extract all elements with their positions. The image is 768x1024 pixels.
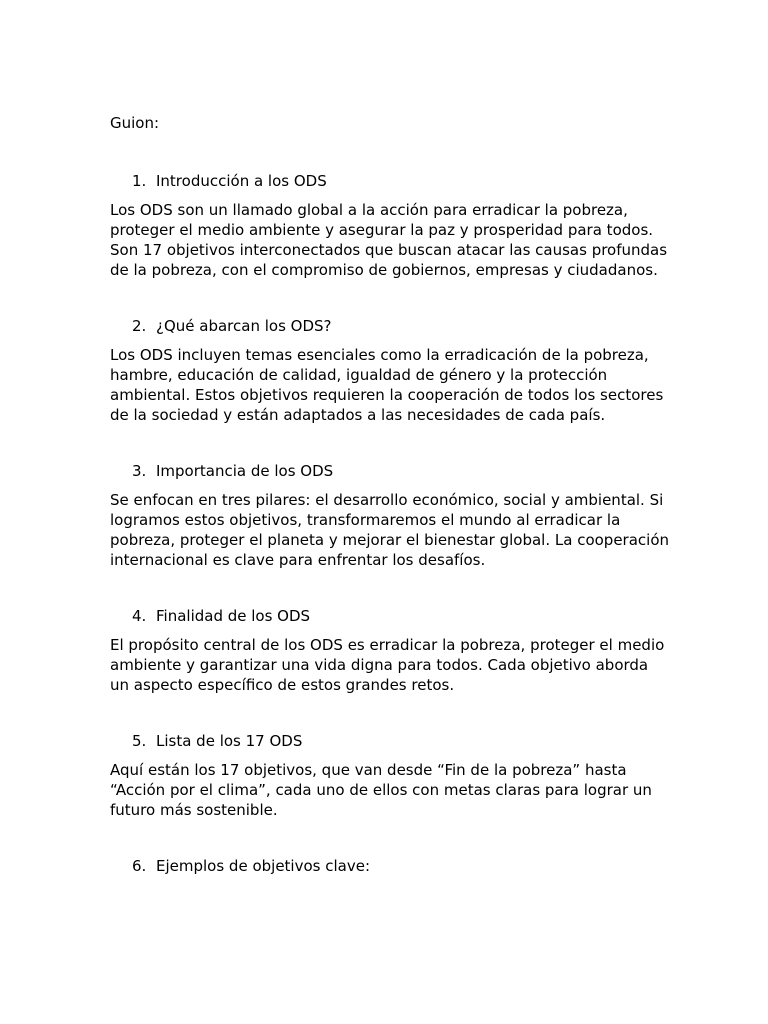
section-heading — [110, 606, 670, 626]
section-heading-text: ¿Qué abarcan los ODS? — [156, 317, 332, 335]
section-heading-text: Finalidad de los ODS — [156, 607, 311, 625]
section-heading-text: Lista de los 17 ODS — [156, 732, 303, 750]
section-body: Aquí están los 17 objetivos, que van desde “Fin de la pobreza” hasta “Acción por el clima”, cada uno de ellos con metas claras para lograr un futuro más sostenible. — [110, 761, 652, 819]
document-title: Guion: — [110, 114, 160, 132]
section-heading — [110, 461, 670, 481]
section-heading — [110, 856, 670, 876]
section-number: 4. — [132, 607, 147, 625]
section-number: 5. — [132, 732, 147, 750]
section-lista-ods — [110, 731, 670, 820]
section-heading — [110, 731, 670, 751]
section-number: 3. — [132, 462, 147, 480]
section-body: Los ODS son un llamado global a la acción para erradicar la pobreza, proteger el medio ambiente y asegurar la paz y prosperidad para todos. Son 17 objetivos interconectados que buscan atacar las causas profundas de la pobreza, con el compromiso de gobiernos, empresas y ciudadanos. — [110, 201, 668, 279]
section-que-abarcan — [110, 316, 670, 425]
section-heading-text: Ejemplos de objetivos clave: — [156, 857, 370, 875]
section-number: 1. — [132, 172, 147, 190]
section-number: 2. — [132, 317, 147, 335]
section-body: Se enfocan en tres pilares: el desarrollo económico, social y ambiental. Si logramos estos objetivos, transformaremos el mundo al erradicar la pobreza, proteger el planeta y mejorar el bienestar global. La cooperación internacional es clave para enfrentar los desafíos. — [110, 491, 670, 569]
section-finalidad — [110, 606, 670, 695]
section-heading — [110, 171, 670, 191]
document-page — [110, 113, 670, 912]
section-heading-text: Importancia de los ODS — [156, 462, 334, 480]
section-importancia — [110, 461, 670, 570]
section-number: 6. — [132, 857, 147, 875]
section-body: Los ODS incluyen temas esenciales como la erradicación de la pobreza, hambre, educación de calidad, igualdad de género y la protección ambiental. Estos objetivos requieren la cooperación de todos los sectores de la sociedad y están adaptados a las necesidades de cada país. — [110, 346, 664, 424]
section-ejemplos — [110, 856, 670, 876]
section-body: El propósito central de los ODS es erradicar la pobreza, proteger el medio ambiente y garantizar una vida digna para todos. Cada objetivo aborda un aspecto específico de estos grandes retos. — [110, 636, 665, 694]
section-heading — [110, 316, 670, 336]
section-heading-text: Introducción a los ODS — [156, 172, 327, 190]
section-introduccion — [110, 171, 670, 280]
